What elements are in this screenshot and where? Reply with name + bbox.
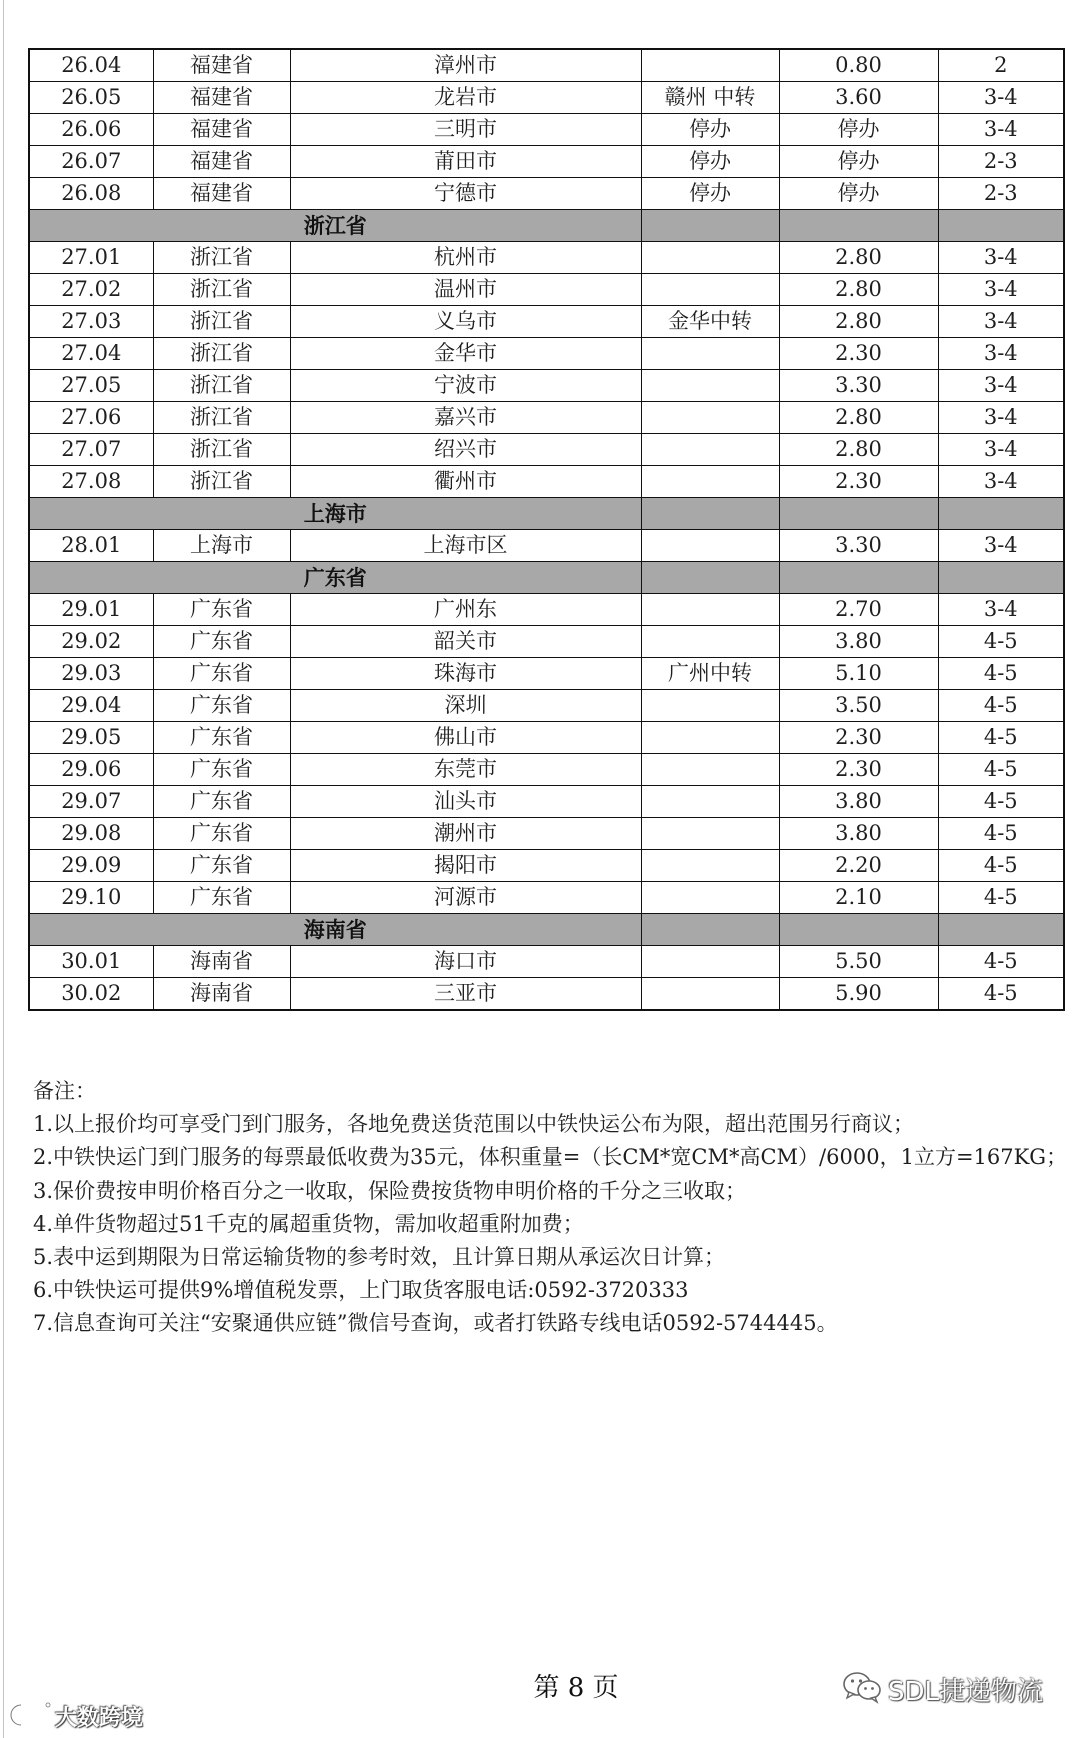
cell-days: 3-4 — [938, 466, 1064, 498]
cell-price: 0.80 — [779, 49, 938, 82]
cell-code: 26.04 — [29, 49, 153, 82]
cell-price: 2.80 — [779, 274, 938, 306]
cell-days: 4-5 — [938, 754, 1064, 786]
page-number: 第 8 页 — [533, 1673, 619, 1703]
section-empty-cell — [779, 562, 938, 594]
section-empty-cell — [641, 210, 779, 242]
cell-city: 韶关市 — [290, 626, 641, 658]
cell-city: 杭州市 — [290, 242, 641, 274]
cell-code: 29.02 — [29, 626, 153, 658]
cell-price: 2.30 — [779, 722, 938, 754]
cell-price: 2.30 — [779, 466, 938, 498]
table-row — [29, 690, 1064, 722]
cell-transfer — [641, 722, 779, 754]
cell-transfer — [641, 466, 779, 498]
table-row — [29, 114, 1064, 146]
cell-code: 29.06 — [29, 754, 153, 786]
cell-days: 4-5 — [938, 722, 1064, 754]
cell-price: 5.50 — [779, 946, 938, 978]
cell-city: 潮州市 — [290, 818, 641, 850]
rate-table — [28, 48, 1065, 1011]
cell-city: 宁波市 — [290, 370, 641, 402]
section-row — [29, 562, 1064, 594]
cell-city: 佛山市 — [290, 722, 641, 754]
cell-days: 3-4 — [938, 434, 1064, 466]
cell-code: 27.02 — [29, 274, 153, 306]
table-row — [29, 466, 1064, 498]
cell-code: 27.08 — [29, 466, 153, 498]
cell-price: 2.10 — [779, 882, 938, 914]
cell-code: 27.06 — [29, 402, 153, 434]
cell-price: 2.30 — [779, 338, 938, 370]
cell-transfer: 金华中转 — [641, 306, 779, 338]
cell-days: 3-4 — [938, 338, 1064, 370]
cell-transfer — [641, 690, 779, 722]
cell-code: 26.05 — [29, 82, 153, 114]
cell-province: 广东省 — [153, 818, 290, 850]
table-row — [29, 49, 1064, 82]
cell-days: 3-4 — [938, 530, 1064, 562]
cell-transfer — [641, 49, 779, 82]
cell-days: 2-3 — [938, 178, 1064, 210]
cell-transfer — [641, 370, 779, 402]
cell-code: 29.10 — [29, 882, 153, 914]
cell-price: 2.30 — [779, 754, 938, 786]
cell-transfer — [641, 338, 779, 370]
cell-city: 三亚市 — [290, 978, 641, 1011]
note-item-7: 7.信息查询可关注“安聚通供应链”微信号查询，或者打铁路专线电话0592-5744445。 — [33, 1311, 838, 1336]
cell-city: 嘉兴市 — [290, 402, 641, 434]
table-row — [29, 786, 1064, 818]
cell-code: 27.07 — [29, 434, 153, 466]
cell-price: 2.20 — [779, 850, 938, 882]
table-row — [29, 850, 1064, 882]
cell-province: 福建省 — [153, 114, 290, 146]
table-row — [29, 530, 1064, 562]
cell-days: 4-5 — [938, 978, 1064, 1011]
cell-province: 广东省 — [153, 690, 290, 722]
brand-logo-icon — [6, 1699, 52, 1733]
cell-days: 4-5 — [938, 626, 1064, 658]
cell-code: 30.01 — [29, 946, 153, 978]
note-item-2: 2.中铁快运门到门服务的每票最低收费为35元，体积重量=（长CM*宽CM*高CM）/6000，1立方=167KG； — [33, 1145, 1068, 1170]
cell-code: 29.05 — [29, 722, 153, 754]
cell-transfer — [641, 818, 779, 850]
cell-province: 浙江省 — [153, 466, 290, 498]
cell-days: 3-4 — [938, 306, 1064, 338]
cell-price: 3.80 — [779, 786, 938, 818]
cell-code: 28.01 — [29, 530, 153, 562]
table-row — [29, 402, 1064, 434]
rate-table-body — [29, 49, 1064, 1010]
cell-city: 广州东 — [290, 594, 641, 626]
note-item-4: 4.单件货物超过51千克的属超重货物，需加收超重附加费； — [33, 1211, 584, 1236]
cell-code: 27.05 — [29, 370, 153, 402]
cell-days: 3-4 — [938, 402, 1064, 434]
table-row — [29, 434, 1064, 466]
cell-code: 26.08 — [29, 178, 153, 210]
cell-price: 停办 — [779, 146, 938, 178]
cell-price: 3.30 — [779, 530, 938, 562]
watermark-left-text: 大数跨境 — [55, 1705, 144, 1731]
section-title: 海南省 — [29, 914, 641, 946]
cell-transfer — [641, 434, 779, 466]
watermark-right — [842, 1668, 1043, 1710]
cell-days: 3-4 — [938, 242, 1064, 274]
cell-price: 停办 — [779, 178, 938, 210]
cell-transfer — [641, 626, 779, 658]
cell-price: 3.80 — [779, 626, 938, 658]
section-empty-cell — [938, 914, 1064, 946]
cell-transfer: 广州中转 — [641, 658, 779, 690]
cell-code: 29.08 — [29, 818, 153, 850]
watermark-right-text: SDL捷递物流 — [888, 1676, 1044, 1707]
cell-transfer — [641, 786, 779, 818]
cell-code: 29.03 — [29, 658, 153, 690]
cell-code: 27.03 — [29, 306, 153, 338]
cell-days: 4-5 — [938, 850, 1064, 882]
cell-days: 4-5 — [938, 690, 1064, 722]
cell-city: 宁德市 — [290, 178, 641, 210]
cell-province: 浙江省 — [153, 338, 290, 370]
cell-days: 3-4 — [938, 370, 1064, 402]
cell-city: 义乌市 — [290, 306, 641, 338]
cell-code: 29.07 — [29, 786, 153, 818]
cell-city: 金华市 — [290, 338, 641, 370]
cell-transfer: 赣州 中转 — [641, 82, 779, 114]
cell-price: 3.60 — [779, 82, 938, 114]
cell-province: 浙江省 — [153, 402, 290, 434]
section-empty-cell — [779, 914, 938, 946]
notes-section — [33, 1075, 1067, 1341]
cell-transfer — [641, 946, 779, 978]
note-item-6: 6.中铁快运可提供9%增值税发票，上门取货客服电话:0592-3720333 — [33, 1278, 689, 1303]
cell-province: 上海市 — [153, 530, 290, 562]
table-row — [29, 274, 1064, 306]
watermark-left — [6, 1699, 143, 1733]
section-empty-cell — [641, 914, 779, 946]
cell-code: 27.04 — [29, 338, 153, 370]
cell-code: 26.06 — [29, 114, 153, 146]
cell-city: 漳州市 — [290, 49, 641, 82]
cell-transfer — [641, 242, 779, 274]
table-row — [29, 818, 1064, 850]
cell-province: 福建省 — [153, 146, 290, 178]
cell-province: 福建省 — [153, 49, 290, 82]
cell-province: 福建省 — [153, 178, 290, 210]
note-item-5: 5.表中运到期限为日常运输货物的参考时效，且计算日期从承运次日计算； — [33, 1245, 726, 1270]
cell-price: 5.90 — [779, 978, 938, 1011]
scan-edge-line — [3, 0, 4, 1738]
section-row — [29, 498, 1064, 530]
cell-days: 4-5 — [938, 818, 1064, 850]
cell-days: 4-5 — [938, 658, 1064, 690]
cell-city: 上海市区 — [290, 530, 641, 562]
section-empty-cell — [779, 498, 938, 530]
cell-city: 汕头市 — [290, 786, 641, 818]
table-row — [29, 242, 1064, 274]
cell-transfer: 停办 — [641, 114, 779, 146]
cell-code: 26.07 — [29, 146, 153, 178]
table-row — [29, 370, 1064, 402]
section-empty-cell — [938, 562, 1064, 594]
cell-city: 衢州市 — [290, 466, 641, 498]
table-row — [29, 306, 1064, 338]
cell-city: 海口市 — [290, 946, 641, 978]
cell-days: 4-5 — [938, 882, 1064, 914]
cell-city: 龙岩市 — [290, 82, 641, 114]
cell-price: 3.50 — [779, 690, 938, 722]
note-item-3: 3.保价费按申明价格百分之一收取，保险费按货物申明价格的千分之三收取； — [33, 1178, 747, 1203]
cell-city: 温州市 — [290, 274, 641, 306]
cell-price: 2.80 — [779, 306, 938, 338]
section-row — [29, 210, 1064, 242]
cell-price: 3.80 — [779, 818, 938, 850]
cell-days: 2 — [938, 49, 1064, 82]
section-empty-cell — [779, 210, 938, 242]
cell-code: 30.02 — [29, 978, 153, 1011]
cell-province: 广东省 — [153, 754, 290, 786]
cell-transfer: 停办 — [641, 146, 779, 178]
notes-heading: 备注： — [33, 1079, 96, 1103]
section-row — [29, 914, 1064, 946]
cell-province: 浙江省 — [153, 242, 290, 274]
cell-price: 2.80 — [779, 434, 938, 466]
cell-city: 莆田市 — [290, 146, 641, 178]
cell-province: 浙江省 — [153, 274, 290, 306]
cell-province: 广东省 — [153, 882, 290, 914]
cell-days: 3-4 — [938, 594, 1064, 626]
section-title: 上海市 — [29, 498, 641, 530]
cell-province: 浙江省 — [153, 434, 290, 466]
cell-transfer — [641, 882, 779, 914]
cell-days: 4-5 — [938, 946, 1064, 978]
table-row — [29, 754, 1064, 786]
cell-price: 2.80 — [779, 242, 938, 274]
cell-days: 3-4 — [938, 114, 1064, 146]
section-title: 浙江省 — [29, 210, 641, 242]
cell-province: 福建省 — [153, 82, 290, 114]
table-row — [29, 658, 1064, 690]
cell-city: 珠海市 — [290, 658, 641, 690]
table-row — [29, 978, 1064, 1011]
cell-city: 河源市 — [290, 882, 641, 914]
cell-code: 29.09 — [29, 850, 153, 882]
cell-code: 27.01 — [29, 242, 153, 274]
table-row — [29, 594, 1064, 626]
table-row — [29, 626, 1064, 658]
table-row — [29, 82, 1064, 114]
table-row — [29, 882, 1064, 914]
cell-province: 广东省 — [153, 594, 290, 626]
cell-transfer — [641, 594, 779, 626]
cell-province: 海南省 — [153, 946, 290, 978]
cell-price: 停办 — [779, 114, 938, 146]
cell-price: 2.70 — [779, 594, 938, 626]
cell-transfer — [641, 754, 779, 786]
table-row — [29, 146, 1064, 178]
cell-province: 广东省 — [153, 850, 290, 882]
table-row — [29, 338, 1064, 370]
cell-province: 广东省 — [153, 722, 290, 754]
cell-days: 3-4 — [938, 274, 1064, 306]
cell-province: 广东省 — [153, 626, 290, 658]
cell-province: 浙江省 — [153, 306, 290, 338]
cell-city: 三明市 — [290, 114, 641, 146]
section-empty-cell — [938, 498, 1064, 530]
cell-city: 深圳 — [290, 690, 641, 722]
cell-province: 浙江省 — [153, 370, 290, 402]
cell-code: 29.04 — [29, 690, 153, 722]
cell-days: 4-5 — [938, 786, 1064, 818]
note-item-1: 1.以上报价均可享受门到门服务，各地免费送货范围以中铁快运公布为限，超出范围另行商议； — [33, 1112, 915, 1137]
table-row — [29, 178, 1064, 210]
cell-price: 5.10 — [779, 658, 938, 690]
section-empty-cell — [938, 210, 1064, 242]
cell-price: 3.30 — [779, 370, 938, 402]
table-row — [29, 722, 1064, 754]
cell-days: 2-3 — [938, 146, 1064, 178]
cell-days: 3-4 — [938, 82, 1064, 114]
section-empty-cell — [641, 498, 779, 530]
cell-transfer — [641, 850, 779, 882]
cell-transfer — [641, 274, 779, 306]
cell-city: 揭阳市 — [290, 850, 641, 882]
cell-transfer — [641, 978, 779, 1011]
cell-province: 广东省 — [153, 786, 290, 818]
cell-city: 绍兴市 — [290, 434, 641, 466]
cell-city: 东莞市 — [290, 754, 641, 786]
cell-province: 海南省 — [153, 978, 290, 1011]
wechat-icon — [842, 1670, 882, 1708]
cell-transfer: 停办 — [641, 178, 779, 210]
section-empty-cell — [641, 562, 779, 594]
cell-transfer — [641, 402, 779, 434]
cell-code: 29.01 — [29, 594, 153, 626]
section-title: 广东省 — [29, 562, 641, 594]
table-row — [29, 946, 1064, 978]
cell-province: 广东省 — [153, 658, 290, 690]
cell-transfer — [641, 530, 779, 562]
cell-price: 2.80 — [779, 402, 938, 434]
